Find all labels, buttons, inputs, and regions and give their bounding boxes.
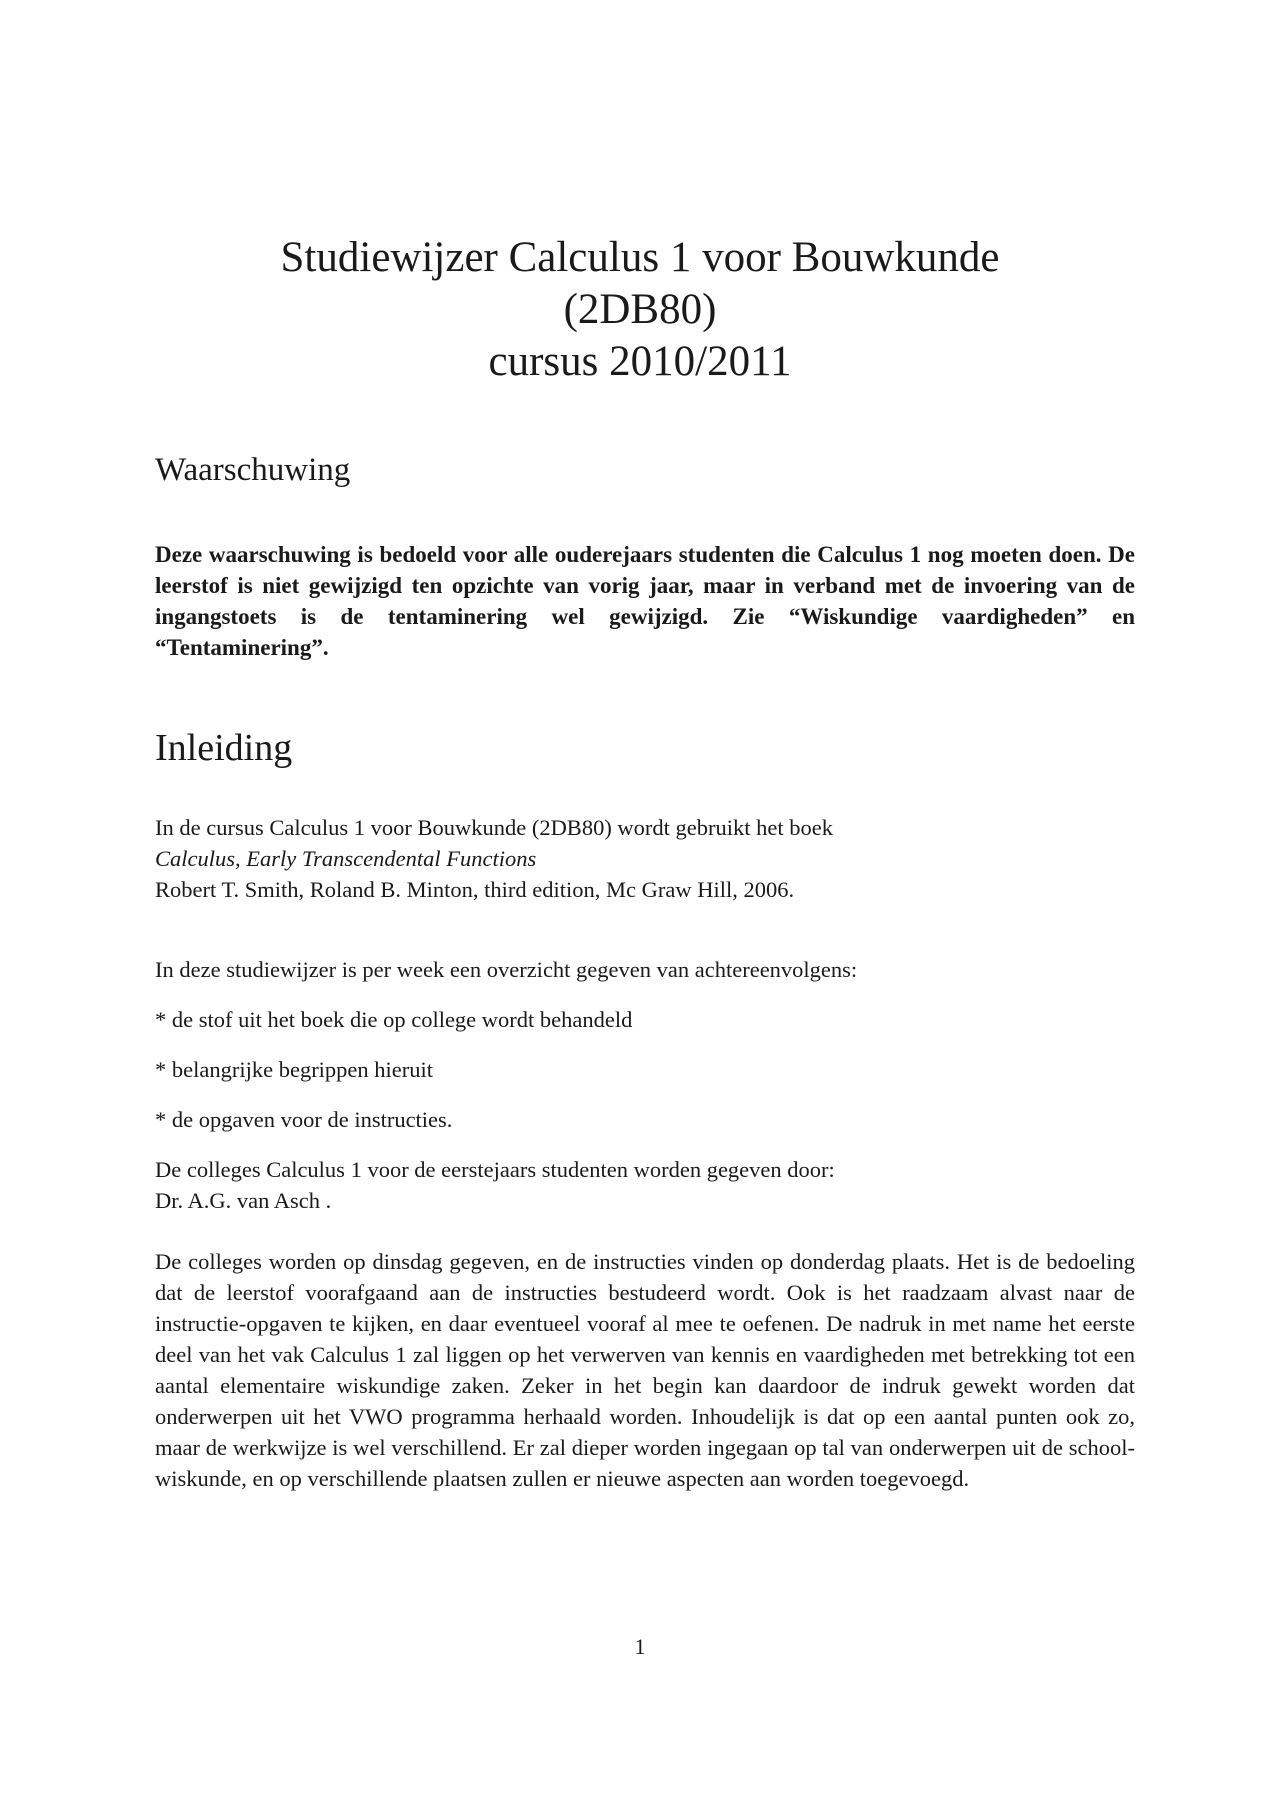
book-authors: Robert T. Smith, Roland B. Minton, third edition, Mc Graw Hill, 2006. [155, 877, 795, 902]
page-number: 1 [634, 1634, 646, 1659]
lecturer-info [155, 1154, 1135, 1216]
list-item: * de opgaven voor de instructies. [155, 1107, 453, 1132]
list-item: * de stof uit het boek die op college wordt behandeld [155, 1007, 633, 1032]
intro-paragraph: De colleges worden op dinsdag gegeven, en de instructies vinden op donderdag plaats. Het is de bedoeling dat de leerstof voorafgaand aan de instructies bestudeerd wordt. Ook is het raadzaam alvast naar de instructie-opgaven te kijken, en daar eventueel vooraf al mee te oefenen. De nadruk in met name het eerste deel van het vak Calculus 1 zal liggen op het verwerven van kennis en vaardigheden met betrekking tot een aantal elementaire wiskundige zaken. Zeker in het begin kan daardoor de indruk gewekt worden dat onderwerpen uit het VWO programma herhaald worden. Inhoudelijk is dat op een aantal punten ook zo, maar de werkwijze is wel verschillend. Er zal dieper worden ingegaan op tal van onderwerpen uit de school-wiskunde, en op verschillende plaatsen zullen er nieuwe aspecten aan worden toegevoegd. [155, 1249, 1135, 1491]
title-line-2: (2DB80) [563, 286, 717, 333]
title-line-1: Studiewijzer Calculus 1 voor Bouwkunde [280, 234, 1000, 281]
warning-heading: Waarschuwing [155, 452, 351, 488]
lecturer-name: Dr. A.G. van Asch . [155, 1188, 332, 1213]
book-title: Calculus, Early Transcendental Functions [155, 846, 537, 871]
overview-line: In deze studiewijzer is per week een overzicht gegeven van achtereenvolgens: [155, 957, 858, 982]
list-item: * belangrijke begrippen hieruit [155, 1057, 434, 1082]
book-intro-line: In de cursus Calculus 1 voor Bouwkunde (2DB80) wordt gebruikt het boek [155, 815, 834, 840]
colleges-line: De colleges Calculus 1 voor de eerstejaars studenten worden gegeven door: [155, 1157, 835, 1182]
book-reference [155, 812, 1135, 905]
document-title [150, 232, 1130, 388]
title-line-3: cursus 2010/2011 [488, 338, 792, 385]
intro-heading: Inleiding [155, 727, 293, 769]
warning-paragraph: Deze waarschuwing is bedoeld voor alle ouderejaars studenten die Calculus 1 nog moeten doen. De leerstof is niet gewijzigd ten opzichte van vorig jaar, maar in verband met de invoering van de ingangstoets is de tentaminering wel gewijzigd. Zie “Wiskundige vaardigheden” en “Tentaminering”. [155, 542, 1135, 660]
